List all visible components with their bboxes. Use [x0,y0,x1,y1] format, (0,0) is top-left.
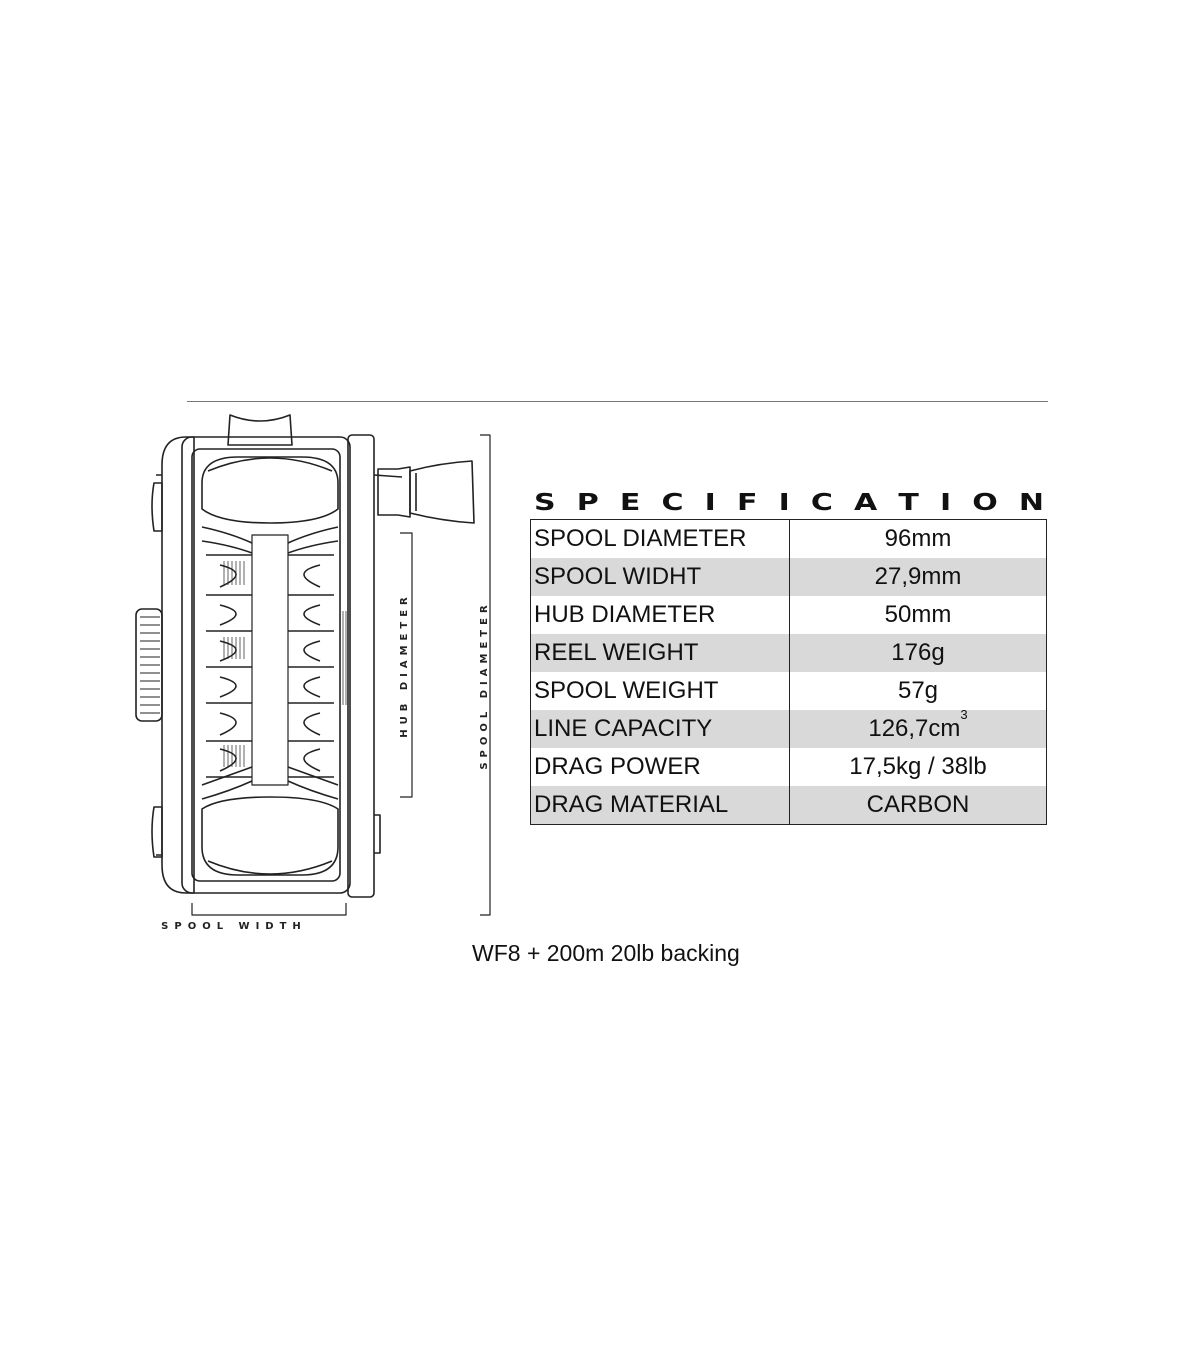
spec-title-letter: S [534,488,556,516]
spec-title-letter: I [778,488,790,516]
spool-upper-opening [202,457,338,523]
spec-title-letter: A [854,488,878,516]
table-row [531,558,1047,596]
hub [252,535,288,785]
spec-value: 27,9mm [790,558,1047,596]
spec-title-letter: N [1018,488,1044,516]
hub-diameter-label: HUB DIAMETER [399,592,410,738]
right-side-plate [348,435,374,897]
table-row [531,634,1047,672]
spec-title-letter: I [704,488,716,516]
reel-foot [228,415,292,445]
spool-width-label: SPOOL WIDTH [161,921,307,932]
spec-title-letter: F [736,488,758,516]
spec-label: SPOOL DIAMETER [531,520,790,559]
spec-title-letter: P [576,488,599,516]
top-divider [187,401,1048,402]
spec-title [534,486,1044,518]
spec-label: REEL WEIGHT [531,634,790,672]
right-arbor-ribs [288,527,338,799]
spec-label: SPOOL WIDHT [531,558,790,596]
spec-value: 50mm [884,601,952,628]
spec-value: CARBON [790,786,1047,825]
spec-title-letter: O [972,488,998,516]
reel-diagram [120,405,510,935]
table-row [531,520,1047,559]
spec-label: SPOOL WEIGHT [531,672,790,710]
spec-label: DRAG MATERIAL [531,786,790,825]
spool-diameter-label: SPOOL DIAMETER [479,600,490,770]
spec-label: DRAG POWER [531,748,790,786]
spec-label: HUB DIAMETER [531,596,790,634]
reel-handle [378,467,410,517]
spec-value: 17,5kg / 38lb [849,753,987,780]
line-capacity-caption: WF8 + 200m 20lb backing [472,940,740,966]
table-row [531,748,1047,786]
spool-width-bracket [192,903,346,915]
spool-lower-opening [202,797,338,875]
spec-title-letter: E [619,488,641,516]
spec-title-letter: T [898,488,919,516]
left-arbor-ribs [202,527,252,799]
table-row [531,786,1047,825]
reel-frame [182,437,350,893]
table-row [531,672,1047,710]
spec-value: 96mm [884,525,952,552]
spec-value: 176g [790,634,1047,672]
table-row [531,710,1047,748]
spec-title-letter: I [939,488,952,516]
spec-value-text: 126,7cm [868,715,961,742]
spec-label: LINE CAPACITY [531,710,790,748]
spec-title-letter: C [661,488,684,516]
spec-table [530,519,1047,825]
spec-value-superscript: 3 [960,707,968,722]
spec-value: 57g [897,677,939,704]
table-row [531,596,1047,634]
spec-title-letter: C [810,488,833,516]
left-side-plate [162,437,194,893]
spec-value [790,707,1047,748]
